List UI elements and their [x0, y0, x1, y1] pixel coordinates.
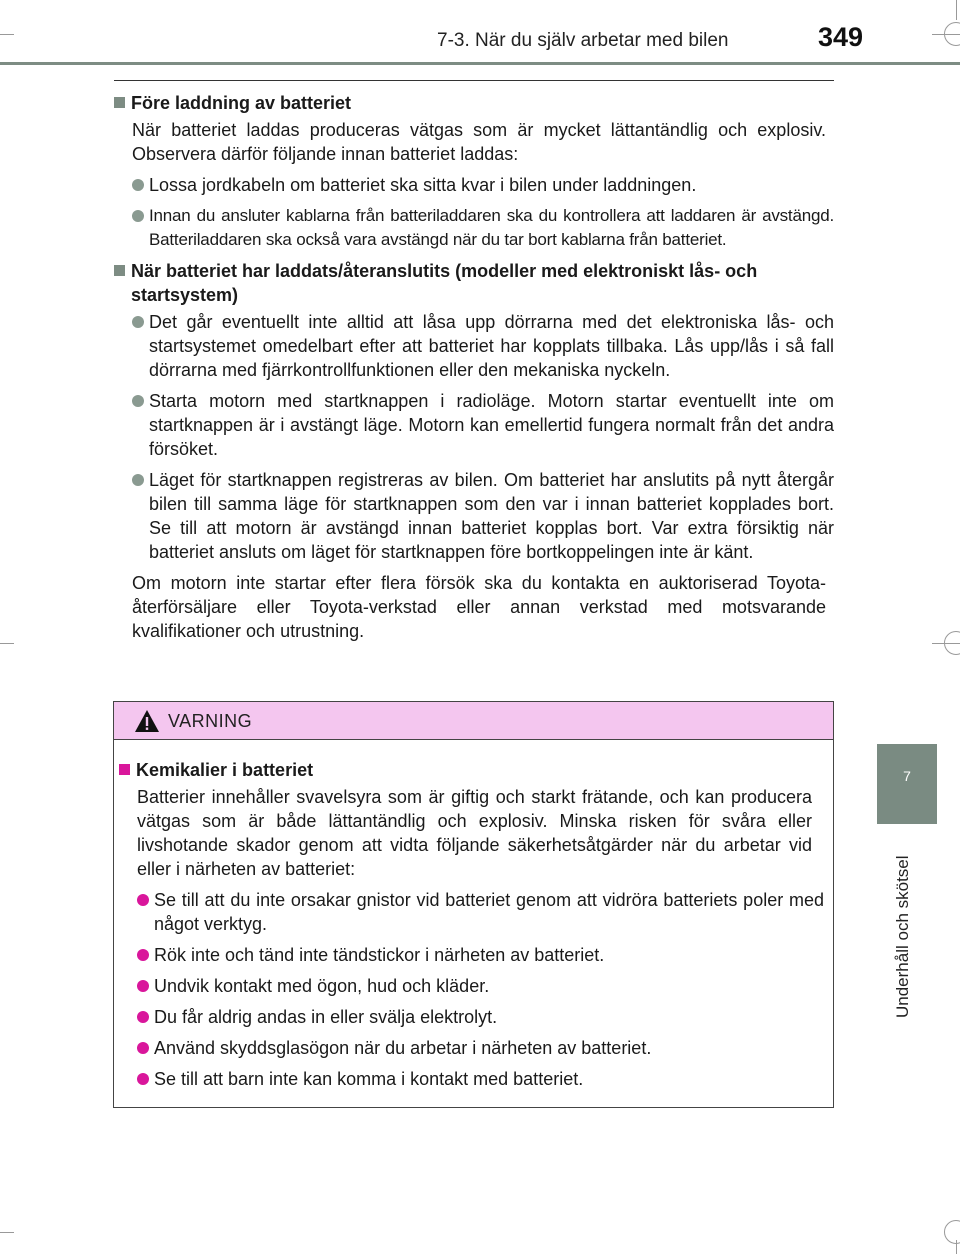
section-intro: När batteriet laddas produceras vätgas som är mycket lättantändlig och explosiv. Observera därför följande innan batteriet laddas: [132, 120, 826, 164]
list-item-text: Se till att du inte orsakar gnistor vid batteriet genom att vidröra batteriets poler med något verktyg. [154, 890, 824, 934]
bullet-dot-icon [137, 894, 149, 906]
warning-intro: Batterier innehåller svavelsyra som är giftig och starkt frätande, och kan producera vätgas som är både lättantändlig och explosiv. Minska risken för svåra eller livshotande skador genom att vidta följande säkerhetsåtgärder när du arbetar vid eller i närheten av batteriet: [137, 787, 812, 879]
list-item [137, 1067, 824, 1091]
list-item [137, 974, 824, 998]
bullet-dot-icon [132, 210, 144, 222]
crop-mark [0, 643, 14, 644]
list-item-text: Läget för startknappen registreras av bilen. Om batteriet har anslutits på nytt återgår bilen till samma läge för startknappen som den var i innan batteriet kopplades bort. Se till att motorn är avstängd innan batteriet kopplas bort. Var extra försiktig när batteriet ansluts om läget för startknappen före bortkoppelingen inte är känt. [149, 470, 834, 562]
crop-mark [0, 34, 14, 35]
chapter-title: 7-3. När du själv arbetar med bilen [437, 30, 729, 51]
bullet-dot-icon [137, 1073, 149, 1085]
side-tab-label-text: Underhåll och skötsel [893, 855, 912, 1018]
side-tab-label [893, 828, 917, 1018]
registration-mark-icon [944, 1220, 960, 1244]
warning-title: VARNING [168, 711, 253, 731]
main-content [114, 80, 834, 650]
crop-mark [932, 643, 960, 644]
list-item [137, 1005, 824, 1029]
list-item [132, 310, 834, 382]
list-item-text: Du får aldrig andas in eller svälja elektrolyt. [154, 1007, 498, 1027]
bullet-dot-icon [137, 949, 149, 961]
crop-mark [956, 0, 957, 20]
warning-body [114, 740, 833, 1091]
list-item [137, 1036, 824, 1060]
section-heading-before-charging [114, 91, 834, 115]
heading-text: När batteriet har laddats/återanslutits (modeller med elektroniskt lås- och startsystem) [131, 261, 758, 305]
list-item [132, 173, 834, 197]
warning-box [113, 701, 834, 1108]
bullet-dot-icon [137, 1011, 149, 1023]
chapter-side-tab [877, 744, 937, 824]
list-item-text: Lossa jordkabeln om batteriet ska sitta kvar i bilen under laddningen. [149, 175, 697, 195]
content-top-rule [114, 80, 834, 81]
heading-square-icon [119, 764, 130, 775]
list-item-text: Rök inte och tänd inte tändstickor i närheten av batteriet. [154, 945, 605, 965]
warning-triangle-icon [134, 709, 160, 733]
list-item-text: Det går eventuellt inte alltid att låsa upp dörrarna med det elektroniska lås- och startsystemet omedelbart efter att batteriet har kopplats tillbaka. Lås upp/lås i så fall dörrarna med fjärrkontrollfunktionen eller den mekaniska nyckeln. [149, 312, 834, 380]
page-number: 349 [818, 22, 864, 52]
list-item [137, 888, 824, 936]
bullet-dot-icon [132, 395, 144, 407]
heading-text: Kemikalier i batteriet [136, 760, 314, 780]
list-item [132, 468, 834, 564]
list-item-text: Använd skyddsglasögon när du arbetar i närheten av batteriet. [154, 1038, 652, 1058]
section-heading-after-charging [114, 259, 834, 307]
page-header [0, 0, 960, 70]
bullet-dot-icon [132, 316, 144, 328]
warning-heading [119, 758, 824, 782]
crop-mark [956, 1240, 957, 1254]
list-item [132, 389, 834, 461]
list-item-text: Undvik kontakt med ögon, hud och kläder. [154, 976, 490, 996]
crop-mark [0, 1232, 14, 1233]
bullet-dot-icon [137, 980, 149, 992]
side-tab-number: 7 [903, 768, 911, 784]
bullet-dot-icon [132, 474, 144, 486]
bullet-dot-icon [132, 179, 144, 191]
list-item-text: Starta motorn med startknappen i radioläge. Motorn startar eventuellt inte om startknappen är i avstängt läge. Motorn kan emellertid fungera normalt från det andra försöket. [149, 391, 834, 459]
heading-text: Före laddning av batteriet [131, 93, 352, 113]
header-rule [0, 62, 960, 65]
heading-square-icon [114, 97, 125, 108]
heading-square-icon [114, 265, 125, 276]
list-item-text: Se till att barn inte kan komma i kontakt med batteriet. [154, 1069, 584, 1089]
list-item [137, 943, 824, 967]
list-item [132, 204, 834, 252]
section-closing: Om motorn inte startar efter flera försök ska du kontakta en auktoriserad Toyota-återförsäljare eller Toyota-verkstad eller annan verkstad med motsvarande kvalifikationer och utrustning. [132, 573, 826, 641]
list-item-text: Innan du ansluter kablarna från batteriladdaren ska du kontrollera att laddaren är avstängd. Batteriladdaren ska också vara avstängd när du tar bort kablarna från batteriet. [149, 206, 834, 249]
warning-header [114, 702, 833, 740]
bullet-dot-icon [137, 1042, 149, 1054]
